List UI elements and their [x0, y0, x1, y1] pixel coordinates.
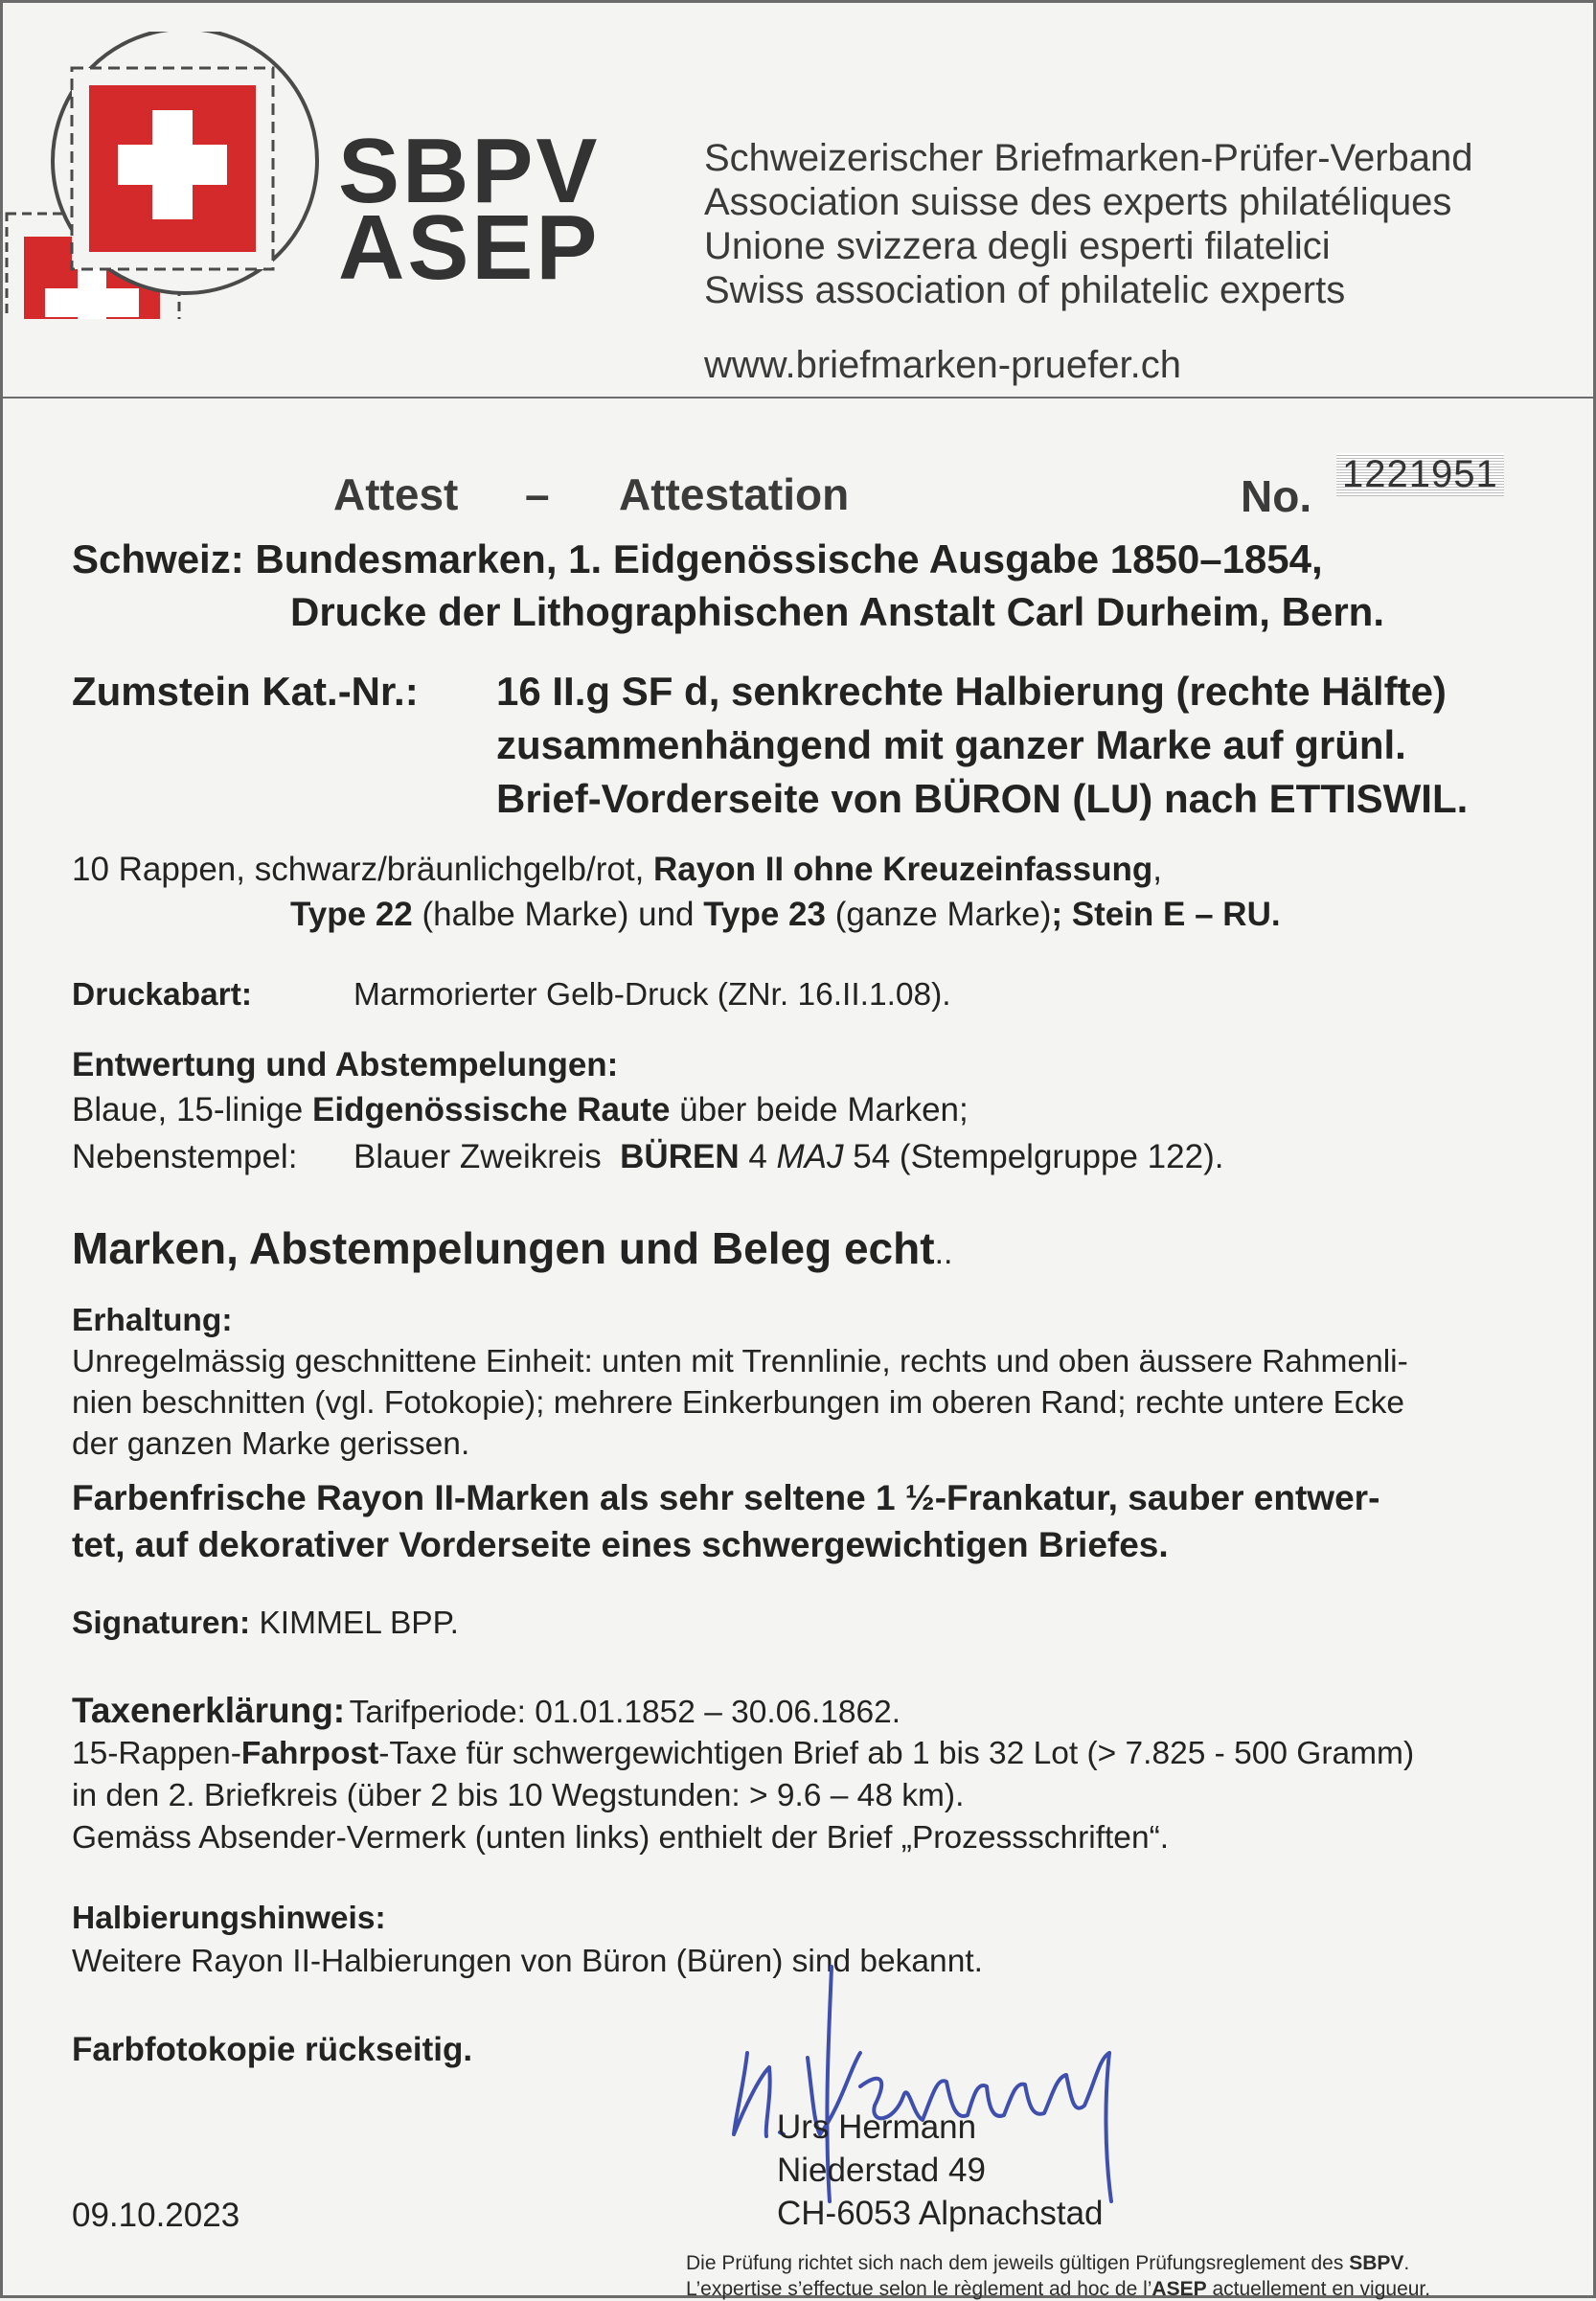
condition-heading: Erhaltung:: [72, 1303, 233, 1338]
side-stamp-month: MAJ: [776, 1138, 844, 1175]
cancel-text-a: Blaue, 15-linige: [72, 1091, 312, 1128]
tax-line-3: in den 2. Briefkreis (über 2 bis 10 Wegstunden: > 9.6 – 48 km).: [72, 1778, 965, 1813]
side-stamp-rest: 54 (Stempelgruppe 122).: [843, 1138, 1224, 1175]
signatures-label: Signaturen:: [72, 1606, 251, 1641]
org-name-fr: Association suisse des experts philatéliques: [704, 181, 1452, 223]
footer-de-org: SBPV: [1349, 2252, 1404, 2274]
condition-line-3: der ganzen Marke gerissen.: [72, 1426, 470, 1462]
catalog-line-3: Brief-Vorderseite von BÜRON (LU) nach ETTISWIL.: [496, 776, 1469, 821]
stamp-desc-comma: ,: [1152, 851, 1162, 888]
stamp-desc-line-1: [72, 851, 1162, 889]
druckabart-label: Druckabart:: [72, 977, 253, 1013]
side-stamp-type: Blauer Zweikreis: [353, 1138, 602, 1175]
header-divider: [3, 397, 1593, 399]
attest-label: Attest: [333, 469, 459, 519]
logo-text-asep: ASEP: [338, 196, 601, 299]
type-22: Type 22: [290, 896, 413, 933]
certificate-number: 1221951: [1336, 453, 1504, 496]
footer-fr-end: actuellement en vigueur.: [1206, 2278, 1431, 2300]
catalog-line-2: zusammenhängend mit ganzer Marke auf grünl.: [496, 722, 1406, 767]
stamp-rayon: Rayon II ohne Kreuzeinfassung: [653, 851, 1153, 888]
website-link[interactable]: www.briefmarken-pruefer.ch: [704, 344, 1181, 386]
org-name-de: Schweizerischer Briefmarken-Prüfer-Verband: [704, 137, 1473, 179]
condition-summary-2: tet, auf dekorativer Vorderseite eines schwergewichtigen Briefes.: [72, 1525, 1169, 1564]
tax-line-1: [72, 1691, 901, 1731]
footer-note-fr: [686, 2278, 1430, 2301]
attestation-label: Attestation: [619, 469, 850, 519]
footer-de-end: .: [1403, 2252, 1410, 2274]
catalog-label: Zumstein Kat.-Nr.:: [72, 669, 419, 714]
cancel-text-c: über beide Marken;: [670, 1091, 969, 1128]
whole-stamp-note: (ganze Marke): [825, 896, 1052, 933]
condition-line-2: nien beschnitten (vgl. Fotokopie); mehrere Einkerbungen im oberen Rand; rechte untere Ecke: [72, 1385, 1405, 1421]
signer-street: Niederstad 49: [777, 2152, 986, 2189]
tax-period: Tarifperiode: 01.01.1852 – 30.06.1862.: [349, 1695, 901, 1730]
attest-dash: –: [525, 469, 550, 519]
verdict-text: Marken, Abstempelungen und Beleg echt: [72, 1223, 935, 1273]
stone-info: ; Stein E – RU.: [1051, 896, 1281, 933]
side-stamp-value: [353, 1138, 1223, 1176]
half-stamp-note: (halbe Marke) und: [412, 896, 704, 933]
footer-fr-text: L’expertise s’effectue selon le règlement ad hoc de l’: [686, 2278, 1152, 2300]
org-name-en: Swiss association of philatelic experts: [704, 269, 1346, 311]
verdict: [72, 1222, 952, 1274]
side-stamp-day: 4: [739, 1138, 777, 1175]
org-name-it: Unione svizzera degli esperti filatelici: [704, 225, 1331, 267]
footer-fr-org: ASEP: [1151, 2278, 1207, 2300]
tax-fee: 15-Rappen-: [72, 1736, 241, 1771]
cancel-raute: Eidgenössische Raute: [312, 1091, 671, 1128]
stamp-desc-line-2: [290, 896, 1281, 934]
title-line-2: Drucke der Lithographischen Anstalt Carl Durheim, Bern.: [290, 589, 1384, 634]
condition-line-1: Unregelmässig geschnittene Einheit: unten mit Trennlinie, rechts und oben äussere Rahmenli-: [72, 1344, 1408, 1379]
signatures-value: KIMMEL BPP.: [259, 1606, 459, 1641]
halving-heading: Halbierungshinweis:: [72, 1901, 386, 1936]
logo-text-sbpv: SBPV: [338, 120, 601, 222]
certificate-no-label: No.: [1241, 471, 1312, 521]
photocopy-note: Farbfotokopie rückseitig.: [72, 2031, 473, 2068]
footer-de-text: Die Prüfung richtet sich nach dem jeweils gültigen Prüfungsreglement des: [686, 2252, 1350, 2274]
title-line-1: Schweiz: Bundesmarken, 1. Eidgenössische Ausgabe 1850–1854,: [72, 536, 1323, 581]
tax-line-2: [72, 1736, 1414, 1772]
tax-fahrpost: Fahrpost: [240, 1736, 379, 1771]
side-stamp-town: BÜREN: [620, 1138, 740, 1175]
druckabart-value: Marmorierter Gelb-Druck (ZNr. 16.II.1.08).: [353, 977, 951, 1013]
sbpv-logo-emblem: [3, 32, 329, 319]
footer-note-de: [686, 2252, 1409, 2275]
verdict-suffix: ..: [934, 1235, 953, 1271]
tax-line-4: Gemäss Absender-Vermerk (unten links) enthielt der Brief „Prozessschriften“.: [72, 1820, 1170, 1856]
type-23: Type 23: [703, 896, 826, 933]
signer-city: CH-6053 Alpnachstad: [777, 2195, 1104, 2232]
catalog-line-1: 16 II.g SF d, senkrechte Halbierung (rechte Hälfte): [496, 669, 1447, 714]
large-stamp-icon: [72, 68, 273, 269]
signatures: [72, 1606, 459, 1642]
cancellation-line-1: [72, 1091, 969, 1129]
tax-weight: -Taxe für schwergewichtigen Brief ab 1 bis 32 Lot (> 7.825 - 500 Gramm): [378, 1736, 1415, 1771]
side-stamp-label: Nebenstempel:: [72, 1138, 298, 1175]
stamp-value-color: 10 Rappen, schwarz/bräunlichgelb/rot,: [72, 851, 654, 888]
condition-summary-1: Farbenfrische Rayon II-Marken als sehr seltene 1 ½-Frankatur, sauber entwer-: [72, 1478, 1380, 1517]
issue-date: 09.10.2023: [72, 2197, 240, 2234]
cancellation-heading: Entwertung und Abstempelungen:: [72, 1046, 619, 1083]
halving-text: Weitere Rayon II-Halbierungen von Büron (Büren) sind bekannt.: [72, 1944, 983, 1979]
signer-name: Urs Hermann: [777, 2108, 977, 2146]
tax-label: Taxenerklärung:: [72, 1691, 346, 1730]
